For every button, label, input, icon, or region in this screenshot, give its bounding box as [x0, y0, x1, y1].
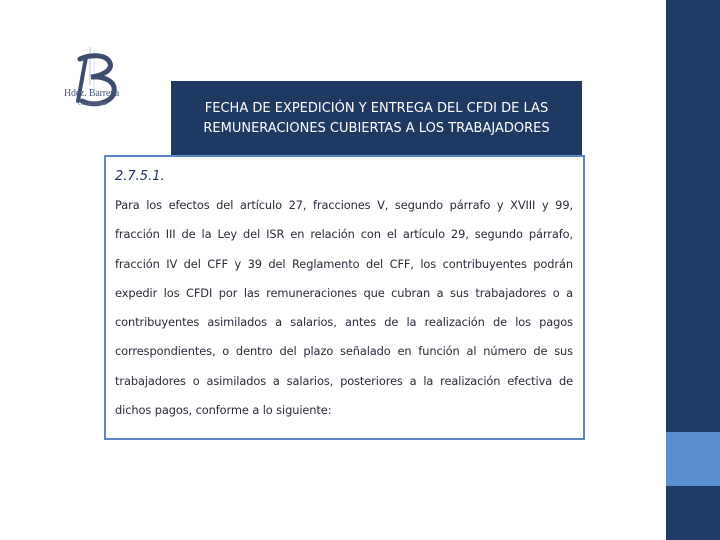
logo-name: Hdez. Barrena — [64, 88, 120, 99]
rule-content-box — [104, 155, 585, 440]
side-decor-bottom — [666, 486, 720, 540]
logo-subtitle: Contadores — [78, 101, 107, 107]
rule-body-text: Para los efectos del artículo 27, fracciones V, segundo párrafo y XVIII y 99, fracción III de la Ley del ISR en relación con el artículo 29, segundo párrafo, fracción IV del CFF y 39 del Reglamento del CFF, los contribuyentes podrán expedir los CFDI por las remuneraciones que cubran a sus trabajadores o a contribuyentes asimilados a salarios, antes de la realización de los pagos correspondientes, o dentro del plazo señalado en función al número de sus trabajadores o asimilados a salarios, posteriores a la realización efectiva de dichos pagos, conforme a lo siguiente: — [115, 198, 573, 418]
title-banner — [171, 81, 582, 156]
page-title: FECHA DE EXPEDICIÓN Y ENTREGA DEL CFDI DE LAS REMUNERACIONES CUBIERTAS A LOS TRABAJADORES — [203, 100, 550, 136]
side-decor-accent — [666, 432, 720, 486]
logo-monogram-icon — [58, 45, 128, 120]
rule-number: 2.7.5.1. — [115, 169, 165, 184]
svg-text:B: B — [93, 80, 94, 81]
